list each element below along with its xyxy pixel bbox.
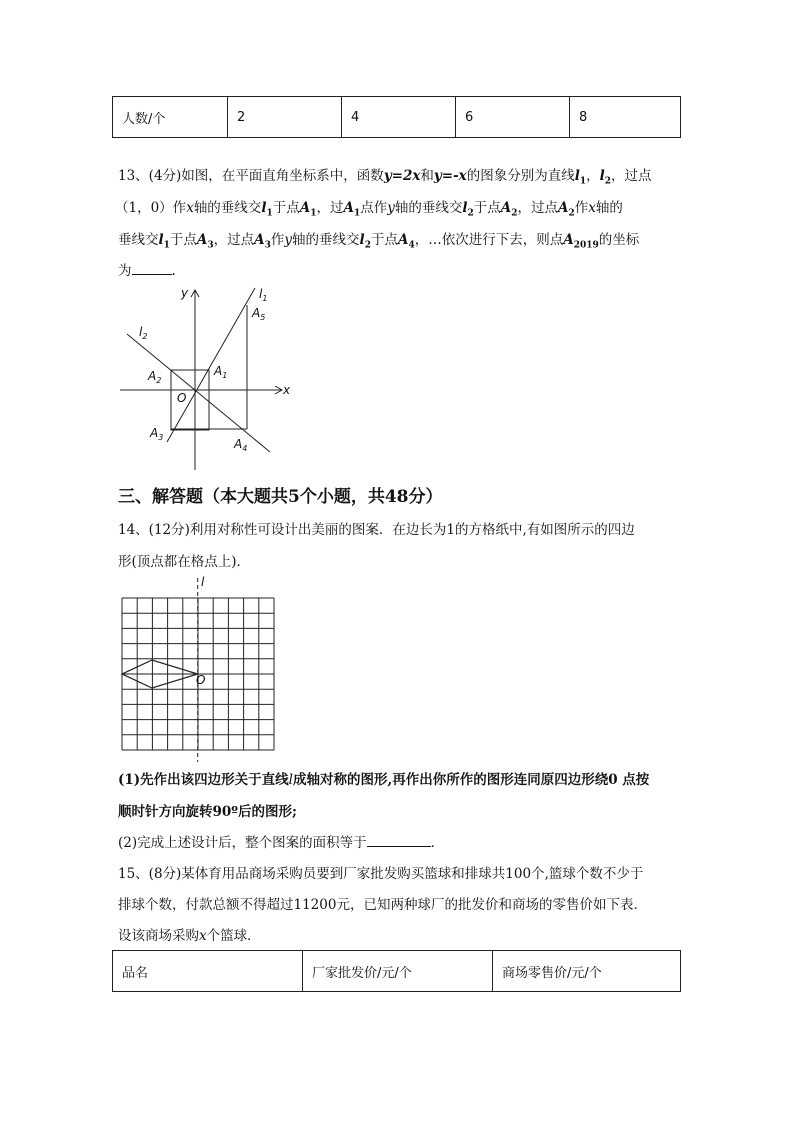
- table-row: [113, 97, 681, 138]
- section-heading: 三、解答题（本大题共5个小题，共48分）: [118, 487, 443, 507]
- table-people-count: [112, 96, 681, 138]
- line-l2: [127, 334, 270, 452]
- label-O: O: [196, 673, 206, 687]
- label-y: y: [181, 286, 189, 300]
- q13-line-4: 为 .: [118, 260, 176, 281]
- q14-part-1-line-1: (1)先作出该四边形关于直线l成轴对称的图形,再作出你所作的图形连同原四边形绕0 点按: [118, 772, 650, 788]
- label-l1: $l_1$: [259, 287, 268, 303]
- table-row: [113, 951, 681, 992]
- q13-line-3: 垂线交$l_1$于点$A_3$，过点$A_3$作y轴的垂线交$l_2$于点$A_4$，…依次进行下去，则点$A_{2019}$的坐标: [118, 232, 640, 251]
- table-cell: 品名: [113, 951, 303, 992]
- coordinate-figure: [115, 282, 305, 474]
- answer-blank[interactable]: [132, 260, 172, 275]
- q15-line-3: 设该商场采购x个篮球．: [118, 928, 261, 944]
- label-A2: $A_2$: [148, 369, 162, 385]
- q13-line-1: 13、(4分)如图，在平面直角坐标系中，函数y=2x和y=-x的图象分别为直线$l_1$，$l_2$，过点: [118, 168, 652, 187]
- table-cell: 人数/个: [113, 97, 228, 138]
- q14-line-2: 形(顶点都在格点上)．: [118, 554, 251, 570]
- q14-part-2: (2)完成上述设计后，整个图案的面积等于 ．: [118, 832, 444, 853]
- label-A4: $A_4$: [234, 437, 248, 453]
- q14-part-1-line-2: 顺时针方向旋转90º后的图形;: [118, 804, 298, 820]
- label-A3: $A_3$: [150, 426, 164, 442]
- q13-line-2: （1，0）作x轴的垂线交$l_1$于点$A_1$，过$A_1$点作y轴的垂线交$l_2$于点$A_2$，过点$A_2$作x轴的: [115, 200, 623, 219]
- table-cell: 6: [456, 97, 570, 138]
- answer-blank[interactable]: [367, 832, 431, 847]
- table-cell: 8: [570, 97, 681, 138]
- label-l2: $l_2$: [139, 325, 148, 341]
- table-cell: 商场零售价/元/个: [493, 951, 681, 992]
- label-A5: $A_5$: [252, 306, 266, 322]
- q15-line-1: 15、(8分)某体育用品商场采购员要到厂家批发购买篮球和排球共100个,篮球个数不少于: [118, 866, 644, 882]
- table-cell: 4: [342, 97, 456, 138]
- label-l: l: [201, 575, 205, 589]
- table-cell: 厂家批发价/元/个: [303, 951, 493, 992]
- grid-figure: [114, 574, 278, 764]
- label-A1: $A_1$: [214, 364, 228, 380]
- label-origin: O: [177, 391, 187, 405]
- q15-line-2: 排球个数，付款总额不得超过11200元，已知两种球厂的批发价和商场的零售价如下表．: [118, 897, 647, 913]
- table-cell: 2: [228, 97, 342, 138]
- table-price: [112, 950, 681, 992]
- label-x: x: [283, 383, 291, 397]
- q14-line-1: 14、(12分)利用对称性可设计出美丽的图案．在边长为1的方格纸中,有如图所示的四边: [118, 522, 635, 538]
- line-l1: [167, 288, 255, 442]
